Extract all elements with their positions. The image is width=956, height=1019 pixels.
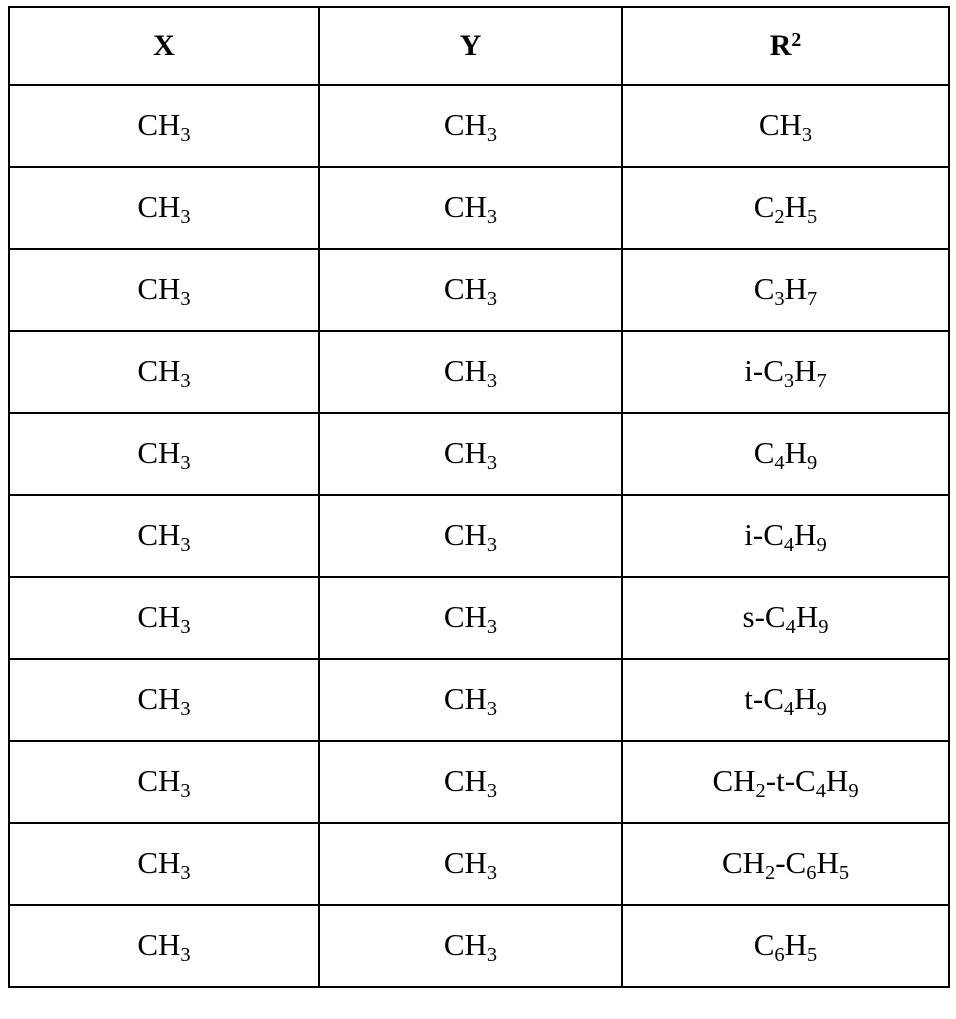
column-header-x [9,7,319,85]
cell-r2-text: $C_6H_5$ [753,926,818,966]
cell-r2 [622,495,949,577]
cell-x [9,577,319,659]
cell-r2-text: $C_3H_7$ [753,270,818,310]
column-header-y [319,7,622,85]
cell-x-text: $CH_3$ [137,762,191,802]
cell-r2 [622,905,949,987]
cell-r2-text: $CH_2-t-C_4H_9$ [712,762,859,802]
cell-r2 [622,659,949,741]
table-header-row [9,7,949,85]
table-row [9,249,949,331]
cell-r2 [622,741,949,823]
cell-r2-text: $C_2H_5$ [753,188,818,228]
cell-x-text: $CH_3$ [137,434,191,474]
cell-y [319,659,622,741]
cell-r2-text: $i-C_3H_7$ [744,352,827,392]
table-row [9,823,949,905]
cell-y-text: $CH_3$ [443,106,498,146]
cell-y [319,85,622,167]
cell-y-text: $CH_3$ [443,926,498,966]
cell-r2 [622,413,949,495]
table-row [9,413,949,495]
cell-y [319,413,622,495]
cell-x [9,249,319,331]
cell-x-text: $CH_3$ [137,598,191,638]
cell-y [319,495,622,577]
cell-r2 [622,249,949,331]
cell-r2 [622,331,949,413]
column-header-x-text: X [153,29,175,62]
cell-y [319,331,622,413]
cell-y [319,905,622,987]
cell-y-text: $CH_3$ [443,270,498,310]
cell-x-text: $CH_3$ [137,926,191,966]
cell-r2-text: $t-C_4H_9$ [744,680,827,720]
cell-x [9,331,319,413]
cell-y-text: $CH_3$ [443,598,498,638]
cell-x-text: $CH_3$ [137,516,191,556]
table-row [9,85,949,167]
table-row [9,331,949,413]
cell-x [9,823,319,905]
cell-x [9,741,319,823]
cell-y-text: $CH_3$ [443,188,498,228]
cell-x-text: $CH_3$ [137,844,191,884]
table-header [9,7,949,85]
table-row [9,905,949,987]
table-row [9,495,949,577]
cell-r2-text: $C_4H_9$ [753,434,818,474]
cell-r2-text: $i-C_4H_9$ [744,516,827,556]
cell-r2 [622,577,949,659]
cell-x-text: $CH_3$ [137,188,191,228]
cell-r2 [622,167,949,249]
cell-y-text: $CH_3$ [443,352,498,392]
cell-y [319,249,622,331]
cell-r2-text: $s-C_4H_9$ [742,598,829,638]
cell-x [9,905,319,987]
cell-x [9,413,319,495]
column-header-y-text: Y [459,29,482,62]
column-header-r2 [622,7,949,85]
cell-y-text: $CH_3$ [443,434,498,474]
cell-y-text: $CH_3$ [443,516,498,556]
cell-x-text: $CH_3$ [137,680,191,720]
table-body [9,85,949,987]
cell-x-text: $CH_3$ [137,106,191,146]
table-row [9,659,949,741]
cell-y [319,823,622,905]
cell-x [9,85,319,167]
cell-r2-text: $CH_2-C_6H_5$ [721,844,850,884]
cell-r2 [622,85,949,167]
column-header-r2-text: $R^2$ [769,29,802,62]
cell-r2-text: $CH_3$ [758,106,813,146]
table-row [9,741,949,823]
cell-y [319,577,622,659]
cell-x [9,167,319,249]
cell-x [9,659,319,741]
cell-y-text: $CH_3$ [443,762,498,802]
table-row [9,167,949,249]
cell-y [319,167,622,249]
cell-x-text: $CH_3$ [137,270,191,310]
cell-r2 [622,823,949,905]
cell-y-text: $CH_3$ [443,844,498,884]
table-row [9,577,949,659]
cell-y [319,741,622,823]
substituent-table [8,6,950,988]
cell-y-text: $CH_3$ [443,680,498,720]
cell-x [9,495,319,577]
cell-x-text: $CH_3$ [137,352,191,392]
